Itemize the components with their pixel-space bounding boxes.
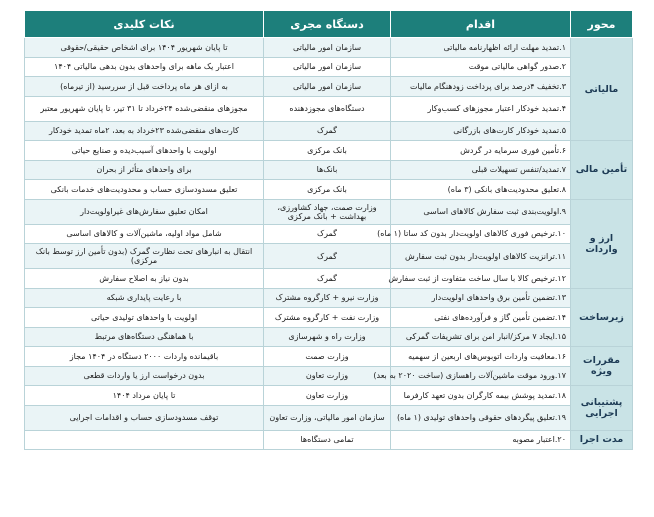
- action-cell: ۱۳.تضمین تأمین برق واحدهای اولویت‌دار: [391, 288, 571, 308]
- axis-cell: مالیاتی: [571, 38, 633, 141]
- note-cell: با هماهنگی دستگاه‌های مرتبط: [25, 327, 264, 347]
- action-cell: ۷.تمدید/تنفس تسهیلات قبلی: [391, 160, 571, 180]
- action-cell: ۵.تمدید خودکار کارت‌های بازرگانی: [391, 121, 571, 141]
- agency-cell: سازمان امور مالیاتی: [264, 38, 391, 58]
- action-cell: ۶.تأمین فوری سرمایه در گردش: [391, 141, 571, 161]
- note-cell: مجوزهای منقضی‌شده ۲۴خرداد تا ۳۱ تیر، تا پایان شهریور معتبر: [25, 96, 264, 121]
- axis-cell: زیرساخت: [571, 288, 633, 347]
- note-cell: با رعایت پایداری شبکه: [25, 288, 264, 308]
- agency-cell: دستگاه‌های مجوزدهنده: [264, 96, 391, 121]
- axis-cell: مقررات ویژه: [571, 347, 633, 386]
- table-row: [25, 160, 633, 180]
- note-cell: کارت‌های منقضی‌شده ۲۳خرداد به بعد، ۲ماه تمدید خودکار: [25, 121, 264, 141]
- axis-cell: پشتیبانی اجرایی: [571, 386, 633, 431]
- agency-cell: سازمان امور مالیاتی: [264, 57, 391, 77]
- agency-cell: وزارت نفت + کارگروه مشترک: [264, 308, 391, 328]
- agency-cell: بانک مرکزی: [264, 180, 391, 200]
- note-cell: توقف مسدودسازی حساب و اقدامات اجرایی: [25, 405, 264, 430]
- agency-cell: بانک مرکزی: [264, 141, 391, 161]
- action-cell: ۳.تخفیف ۴درصد برای پرداخت زودهنگام مالیات: [391, 77, 571, 97]
- table-row: [25, 121, 633, 141]
- action-cell: ۲۰.اعتبار مصوبه: [391, 430, 571, 450]
- table-row: [25, 38, 633, 58]
- table-row: [25, 141, 633, 161]
- table-row: [25, 244, 633, 269]
- table-row: [25, 180, 633, 200]
- header-action: اقدام: [391, 11, 571, 38]
- agency-cell: گمرک: [264, 269, 391, 289]
- agency-cell: گمرک: [264, 224, 391, 244]
- header-notes: نکات کلیدی: [25, 11, 264, 38]
- action-cell: ۱۰.ترخیص فوری کالاهای اولویت‌دار بدون کد ساتا (۱ ماه): [391, 224, 571, 244]
- table-row: [25, 308, 633, 328]
- table-row: [25, 57, 633, 77]
- note-cell: شامل مواد اولیه، ماشین‌آلات و کالاهای اساسی: [25, 224, 264, 244]
- table-row: [25, 347, 633, 367]
- note-cell: تعلیق مسدودسازی حساب و محدودیت‌های خدمات بانکی: [25, 180, 264, 200]
- action-cell: ۸.تعلیق محدودیت‌های بانکی (۳ ماه): [391, 180, 571, 200]
- note-cell: باقیمانده واردات ۲۰۰۰ دستگاه در ۱۴۰۴ مجاز: [25, 347, 264, 367]
- action-cell: ۲.صدور گواهی مالیاتی موقت: [391, 57, 571, 77]
- axis-cell: مدت اجرا: [571, 430, 633, 450]
- table-row: [25, 199, 633, 224]
- table-row: [25, 224, 633, 244]
- action-cell: ۱۴.تضمین تأمین گاز و فرآورده‌های نفتی: [391, 308, 571, 328]
- action-cell: ۱۵.ایجاد ۷ مرکز/انبار امن برای تشریفات گمرکی: [391, 327, 571, 347]
- note-cell: امکان تعلیق سفارش‌های غیراولویت‌دار: [25, 199, 264, 224]
- table-row: [25, 269, 633, 289]
- action-cell: ۱۱.ترانزیت کالاهای اولویت‌دار بدون ثبت سفارش: [391, 244, 571, 269]
- note-cell: به ازای هر ماه پرداخت قبل از سررسید (از تیرماه): [25, 77, 264, 97]
- agency-cell: گمرک: [264, 121, 391, 141]
- axis-cell: تأمین مالی: [571, 141, 633, 200]
- agency-cell: وزارت راه و شهرسازی: [264, 327, 391, 347]
- note-cell: اولویت با واحدهای تولیدی حیاتی: [25, 308, 264, 328]
- note-cell: بدون نیاز به اصلاح سفارش: [25, 269, 264, 289]
- note-cell: اعتبار یک ماهه برای واحدهای بدون بدهی مالیاتی ۱۴۰۴: [25, 57, 264, 77]
- agency-cell: وزارت صمت: [264, 347, 391, 367]
- note-cell: تا پایان مرداد ۱۴۰۴: [25, 386, 264, 406]
- note-cell: بدون درخواست ارز یا واردات قطعی: [25, 366, 264, 386]
- table-row: [25, 96, 633, 121]
- agency-cell: بانک‌ها: [264, 160, 391, 180]
- note-cell: اولویت با واحدهای آسیب‌دیده و صنایع حیاتی: [25, 141, 264, 161]
- axis-cell: ارز و واردات: [571, 199, 633, 288]
- action-cell: ۹.اولویت‌بندی ثبت سفارش کالاهای اساسی: [391, 199, 571, 224]
- measures-table: [24, 10, 633, 450]
- agency-cell: وزارت تعاون: [264, 366, 391, 386]
- agency-cell: تمامی دستگاه‌ها: [264, 430, 391, 450]
- table-row: [25, 430, 633, 450]
- table-row: [25, 386, 633, 406]
- header-row: [25, 11, 633, 38]
- action-cell: ۱۸.تمدید پوشش بیمه کارگران بدون تعهد کارفرما: [391, 386, 571, 406]
- agency-cell: وزارت تعاون: [264, 386, 391, 406]
- action-cell: ۱۹.تعلیق پیگردهای حقوقی واحدهای تولیدی (۱ ماه): [391, 405, 571, 430]
- header-agency: دستگاه مجری: [264, 11, 391, 38]
- action-cell: ۴.تمدید خودکار اعتبار مجوزهای کسب‌وکار: [391, 96, 571, 121]
- agency-cell: گمرک: [264, 244, 391, 269]
- table-row: [25, 327, 633, 347]
- table-row: [25, 77, 633, 97]
- agency-cell: وزارت نیرو + کارگروه مشترک: [264, 288, 391, 308]
- table-row: [25, 366, 633, 386]
- action-cell: ۱۲.ترخیص کالا با سال ساخت متفاوت از ثبت سفارش: [391, 269, 571, 289]
- header-axis: محور: [571, 11, 633, 38]
- note-cell: انتقال به انبارهای تحت نظارت گمرک (بدون تأمین ارز توسط بانک مرکزی): [25, 244, 264, 269]
- agency-cell: سازمان امور مالیاتی، وزارت تعاون: [264, 405, 391, 430]
- agency-cell: وزارت صمت، جهاد کشاورزی، بهداشت + بانک مرکزی: [264, 199, 391, 224]
- agency-cell: سازمان امور مالیاتی: [264, 77, 391, 97]
- table-row: [25, 405, 633, 430]
- action-cell: ۱.تمدید مهلت ارائه اظهارنامه مالیاتی: [391, 38, 571, 58]
- note-cell: [25, 430, 264, 450]
- table-row: [25, 288, 633, 308]
- note-cell: برای واحدهای متأثر از بحران: [25, 160, 264, 180]
- table-body: [25, 38, 633, 450]
- action-cell: ۱۶.معافیت واردات اتوبوس‌های اربعین از سهمیه: [391, 347, 571, 367]
- action-cell: ۱۷.ورود موقت ماشین‌آلات راهسازی (ساخت ۲۰۲۰ به بعد): [391, 366, 571, 386]
- note-cell: تا پایان شهریور ۱۴۰۴ برای اشخاص حقیقی/حقوقی: [25, 38, 264, 58]
